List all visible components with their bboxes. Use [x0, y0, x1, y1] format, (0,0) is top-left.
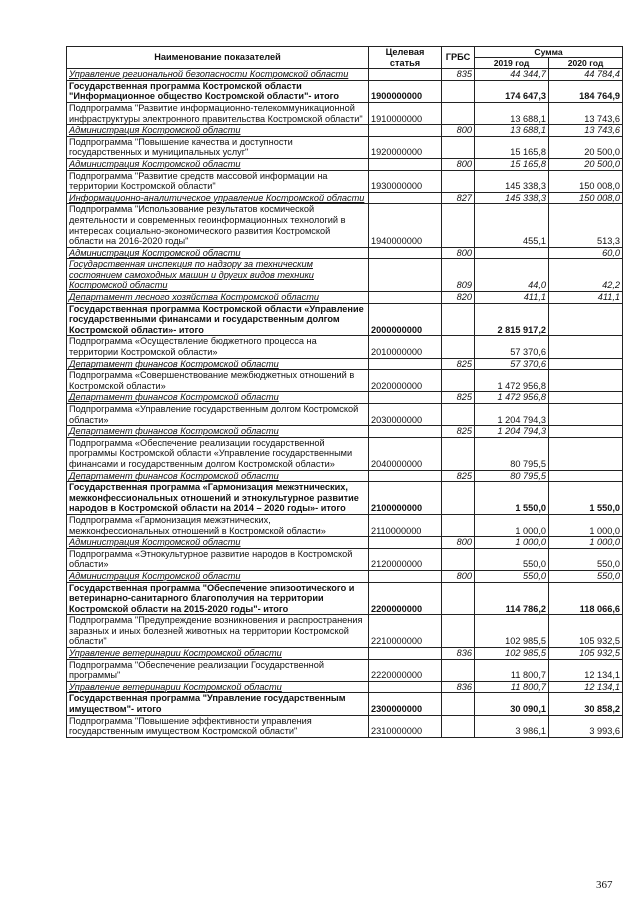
row-amount-2019: 30 090,1 — [475, 693, 549, 715]
row-target-code — [369, 192, 442, 204]
row-amount-2019: 44,0 — [475, 259, 549, 292]
row-target-code — [369, 69, 442, 81]
row-name: Государственная программа "Управление государственным имуществом"- итого — [67, 693, 369, 715]
row-target-code — [369, 426, 442, 438]
row-grbs: 825 — [442, 426, 475, 438]
table-row — [67, 648, 623, 660]
row-name: Администрация Костромской области — [67, 158, 369, 170]
row-name: Информационно-аналитическое управление Костромской области — [67, 192, 369, 204]
row-amount-2020: 411,1 — [549, 292, 623, 304]
table-row — [67, 715, 623, 737]
table-row — [67, 681, 623, 693]
table-row — [67, 158, 623, 170]
row-amount-2020: 150 008,0 — [549, 192, 623, 204]
header-sum: Сумма — [475, 47, 623, 58]
header-year-2019: 2019 год — [475, 58, 549, 69]
row-amount-2020: 184 764,9 — [549, 80, 623, 102]
row-amount-2020: 60,0 — [549, 247, 623, 259]
row-name: Управление региональной безопасности Костромской области — [67, 69, 369, 81]
row-amount-2020: 1 550,0 — [549, 482, 623, 515]
row-grbs — [442, 336, 475, 358]
row-amount-2019: 411,1 — [475, 292, 549, 304]
row-grbs: 825 — [442, 358, 475, 370]
row-amount-2020 — [549, 404, 623, 426]
row-target-code: 2120000000 — [369, 548, 442, 570]
table-row — [67, 358, 623, 370]
table-row — [67, 80, 623, 102]
table-row — [67, 102, 623, 124]
table-row — [67, 170, 623, 192]
table-row — [67, 292, 623, 304]
row-name: Подпрограмма «Управление государственным долгом Костромской области» — [67, 404, 369, 426]
table-row — [67, 259, 623, 292]
row-amount-2020: 118 066,6 — [549, 582, 623, 615]
row-amount-2020: 3 993,6 — [549, 715, 623, 737]
row-name: Департамент лесного хозяйства Костромской области — [67, 292, 369, 304]
row-amount-2019: 102 985,5 — [475, 615, 549, 648]
table-row — [67, 548, 623, 570]
row-name: Государственная программа «Гармонизация межэтнических, межконфессиональных отношений и этнокультурное развитие народов в Костромской области на 2014 – 2020 годы»- итого — [67, 482, 369, 515]
row-amount-2019: 1 472 956,8 — [475, 392, 549, 404]
row-grbs — [442, 303, 475, 336]
table-row — [67, 204, 623, 247]
row-grbs: 825 — [442, 392, 475, 404]
row-grbs — [442, 404, 475, 426]
row-grbs: 820 — [442, 292, 475, 304]
row-name: Управление ветеринарии Костромской области — [67, 648, 369, 660]
table-row — [67, 370, 623, 392]
header-year-2020: 2020 год — [549, 58, 623, 69]
row-amount-2019: 145 338,3 — [475, 170, 549, 192]
row-target-code — [369, 648, 442, 660]
row-target-code — [369, 681, 442, 693]
row-name: Администрация Костромской области — [67, 247, 369, 259]
row-amount-2019: 550,0 — [475, 570, 549, 582]
row-amount-2019: 1 000,0 — [475, 514, 549, 536]
row-grbs: 800 — [442, 537, 475, 549]
table-row — [67, 437, 623, 470]
row-amount-2020: 105 932,5 — [549, 615, 623, 648]
row-name: Государственная инспекция по надзору за техническим состоянием самоходных машин и других видов техники Костромской области — [67, 259, 369, 292]
row-target-code: 1910000000 — [369, 102, 442, 124]
row-name: Подпрограмма "Предупреждение возникновения и распространения заразных и иных болезней животных на территории Костромской области" — [67, 615, 369, 648]
row-amount-2020 — [549, 336, 623, 358]
table-row — [67, 125, 623, 137]
row-amount-2019: 1 000,0 — [475, 537, 549, 549]
row-grbs — [442, 136, 475, 158]
row-amount-2019: 44 344,7 — [475, 69, 549, 81]
row-amount-2020: 20 500,0 — [549, 136, 623, 158]
row-amount-2020 — [549, 358, 623, 370]
row-name: Подпрограмма «Этнокультурное развитие народов в Костромской области» — [67, 548, 369, 570]
row-amount-2019: 11 800,7 — [475, 681, 549, 693]
row-amount-2020: 12 134,1 — [549, 681, 623, 693]
row-amount-2019: 13 688,1 — [475, 125, 549, 137]
row-target-code — [369, 158, 442, 170]
row-amount-2020: 12 134,1 — [549, 659, 623, 681]
row-grbs — [442, 659, 475, 681]
row-amount-2019: 80 795,5 — [475, 470, 549, 482]
row-target-code: 2300000000 — [369, 693, 442, 715]
row-grbs — [442, 370, 475, 392]
row-name: Подпрограмма "Повышение качества и доступности государственных и муниципальных услуг" — [67, 136, 369, 158]
row-name: Подпрограмма «Совершенствование межбюджетных отношений в Костромской области» — [67, 370, 369, 392]
page-number: 367 — [596, 879, 613, 891]
row-name: Государственная программа "Обеспечение эпизоотического и ветеринарно-санитарного благополучия на территории Костромской области на 2015-2020 годы"- итого — [67, 582, 369, 615]
row-name: Подпрограмма "Использование результатов космической деятельности и современных геоинформационных технологий в интересах социально-экономического развития Костромской области на 2016-2020 годы" — [67, 204, 369, 247]
table-row — [67, 659, 623, 681]
row-target-code: 1930000000 — [369, 170, 442, 192]
row-name: Подпрограмма «Гармонизация межэтнических, межконфессиональных отношений в Костромской области» — [67, 514, 369, 536]
table-row — [67, 392, 623, 404]
row-target-code — [369, 570, 442, 582]
row-grbs — [442, 170, 475, 192]
row-target-code: 2110000000 — [369, 514, 442, 536]
table-row — [67, 192, 623, 204]
row-amount-2020: 1 000,0 — [549, 537, 623, 549]
row-amount-2019: 145 338,3 — [475, 192, 549, 204]
row-grbs — [442, 482, 475, 515]
row-name: Департамент финансов Костромской области — [67, 426, 369, 438]
row-grbs: 800 — [442, 125, 475, 137]
row-target-code: 1920000000 — [369, 136, 442, 158]
table-row — [67, 247, 623, 259]
row-name: Департамент финансов Костромской области — [67, 358, 369, 370]
row-target-code — [369, 392, 442, 404]
row-amount-2019: 2 815 917,2 — [475, 303, 549, 336]
row-target-code: 2010000000 — [369, 336, 442, 358]
row-target-code — [369, 292, 442, 304]
row-grbs — [442, 80, 475, 102]
row-name: Подпрограмма "Повышение эффективности управления государственным имуществом Костромской области" — [67, 715, 369, 737]
header-target-code: Целевая статья — [369, 47, 442, 69]
table-row — [67, 404, 623, 426]
row-target-code — [369, 470, 442, 482]
budget-table — [66, 46, 623, 738]
table-row — [67, 303, 623, 336]
row-amount-2020: 105 932,5 — [549, 648, 623, 660]
row-grbs — [442, 693, 475, 715]
row-amount-2020 — [549, 437, 623, 470]
table-row — [67, 69, 623, 81]
row-amount-2020: 20 500,0 — [549, 158, 623, 170]
table-row — [67, 514, 623, 536]
row-target-code — [369, 358, 442, 370]
row-amount-2020: 150 008,0 — [549, 170, 623, 192]
row-grbs: 827 — [442, 192, 475, 204]
row-name: Администрация Костромской области — [67, 537, 369, 549]
row-amount-2019: 80 795,5 — [475, 437, 549, 470]
row-name: Государственная программа Костромской области «Управление государственными финансами и государственным долгом Костромской области»- итого — [67, 303, 369, 336]
row-amount-2019: 11 800,7 — [475, 659, 549, 681]
row-name: Администрация Костромской области — [67, 570, 369, 582]
table-row — [67, 136, 623, 158]
row-amount-2019: 550,0 — [475, 548, 549, 570]
row-amount-2020: 550,0 — [549, 548, 623, 570]
row-target-code: 2200000000 — [369, 582, 442, 615]
row-target-code: 2220000000 — [369, 659, 442, 681]
row-target-code: 2000000000 — [369, 303, 442, 336]
row-name: Подпрограмма "Развитие средств массовой информации на территории Костромской области" — [67, 170, 369, 192]
table-row — [67, 615, 623, 648]
row-amount-2019: 114 786,2 — [475, 582, 549, 615]
row-target-code: 1900000000 — [369, 80, 442, 102]
row-grbs: 825 — [442, 470, 475, 482]
row-amount-2020 — [549, 426, 623, 438]
row-amount-2020: 13 743,6 — [549, 102, 623, 124]
row-amount-2019: 13 688,1 — [475, 102, 549, 124]
row-grbs: 836 — [442, 648, 475, 660]
row-amount-2020 — [549, 392, 623, 404]
row-grbs: 800 — [442, 570, 475, 582]
row-amount-2020 — [549, 470, 623, 482]
row-grbs — [442, 204, 475, 247]
row-grbs: 835 — [442, 69, 475, 81]
row-grbs: 800 — [442, 158, 475, 170]
row-amount-2019: 1 550,0 — [475, 482, 549, 515]
row-name: Подпрограмма «Осуществление бюджетного процесса на территории Костромской области» — [67, 336, 369, 358]
table-row — [67, 537, 623, 549]
row-target-code — [369, 537, 442, 549]
row-amount-2020: 550,0 — [549, 570, 623, 582]
row-amount-2020: 44 784,4 — [549, 69, 623, 81]
row-target-code: 2030000000 — [369, 404, 442, 426]
row-amount-2020 — [549, 303, 623, 336]
table-row — [67, 470, 623, 482]
table-row — [67, 582, 623, 615]
row-grbs — [442, 437, 475, 470]
row-amount-2020: 30 858,2 — [549, 693, 623, 715]
table-row — [67, 482, 623, 515]
row-grbs — [442, 102, 475, 124]
row-amount-2019: 15 165,8 — [475, 158, 549, 170]
row-target-code — [369, 125, 442, 137]
row-amount-2019: 3 986,1 — [475, 715, 549, 737]
row-target-code: 1940000000 — [369, 204, 442, 247]
row-grbs — [442, 582, 475, 615]
row-amount-2020: 13 743,6 — [549, 125, 623, 137]
row-name: Департамент финансов Костромской области — [67, 470, 369, 482]
row-amount-2019: 15 165,8 — [475, 136, 549, 158]
row-name: Подпрограмма «Обеспечение реализации государственной программы Костромской области «Управление государственными финансами и государственным долгом Костромской области» — [67, 437, 369, 470]
row-amount-2019: 1 204 794,3 — [475, 404, 549, 426]
row-grbs — [442, 548, 475, 570]
row-amount-2020: 513,3 — [549, 204, 623, 247]
row-name: Департамент финансов Костромской области — [67, 392, 369, 404]
row-amount-2020 — [549, 370, 623, 392]
row-amount-2019: 1 204 794,3 — [475, 426, 549, 438]
row-target-code: 2310000000 — [369, 715, 442, 737]
row-grbs: 800 — [442, 247, 475, 259]
table-row — [67, 426, 623, 438]
header-grbs: ГРБС — [442, 47, 475, 69]
row-target-code: 2040000000 — [369, 437, 442, 470]
row-grbs — [442, 615, 475, 648]
row-grbs — [442, 514, 475, 536]
row-target-code — [369, 259, 442, 292]
row-grbs: 836 — [442, 681, 475, 693]
row-amount-2019: 1 472 956,8 — [475, 370, 549, 392]
row-amount-2019: 174 647,3 — [475, 80, 549, 102]
table-body — [67, 69, 623, 738]
row-target-code — [369, 247, 442, 259]
row-name: Управление ветеринарии Костромской области — [67, 681, 369, 693]
row-amount-2020: 42,2 — [549, 259, 623, 292]
row-amount-2020: 1 000,0 — [549, 514, 623, 536]
row-name: Подпрограмма "Развитие информационно-телекоммуникационной инфраструктуры электронного правительства Костромской области" — [67, 102, 369, 124]
row-target-code: 2100000000 — [369, 482, 442, 515]
row-amount-2019: 57 370,6 — [475, 358, 549, 370]
header-name: Наименование показателей — [67, 47, 369, 69]
row-amount-2019: 57 370,6 — [475, 336, 549, 358]
row-grbs: 809 — [442, 259, 475, 292]
table-row — [67, 693, 623, 715]
row-name: Государственная программа Костромской области "Информационное общество Костромской области"- итого — [67, 80, 369, 102]
table-row — [67, 336, 623, 358]
row-amount-2019: 455,1 — [475, 204, 549, 247]
table-header — [67, 47, 623, 69]
row-grbs — [442, 715, 475, 737]
table-row — [67, 570, 623, 582]
row-amount-2019: 102 985,5 — [475, 648, 549, 660]
row-name: Администрация Костромской области — [67, 125, 369, 137]
row-amount-2019 — [475, 247, 549, 259]
row-name: Подпрограмма "Обеспечение реализации Государственной программы" — [67, 659, 369, 681]
row-target-code: 2020000000 — [369, 370, 442, 392]
row-target-code: 2210000000 — [369, 615, 442, 648]
